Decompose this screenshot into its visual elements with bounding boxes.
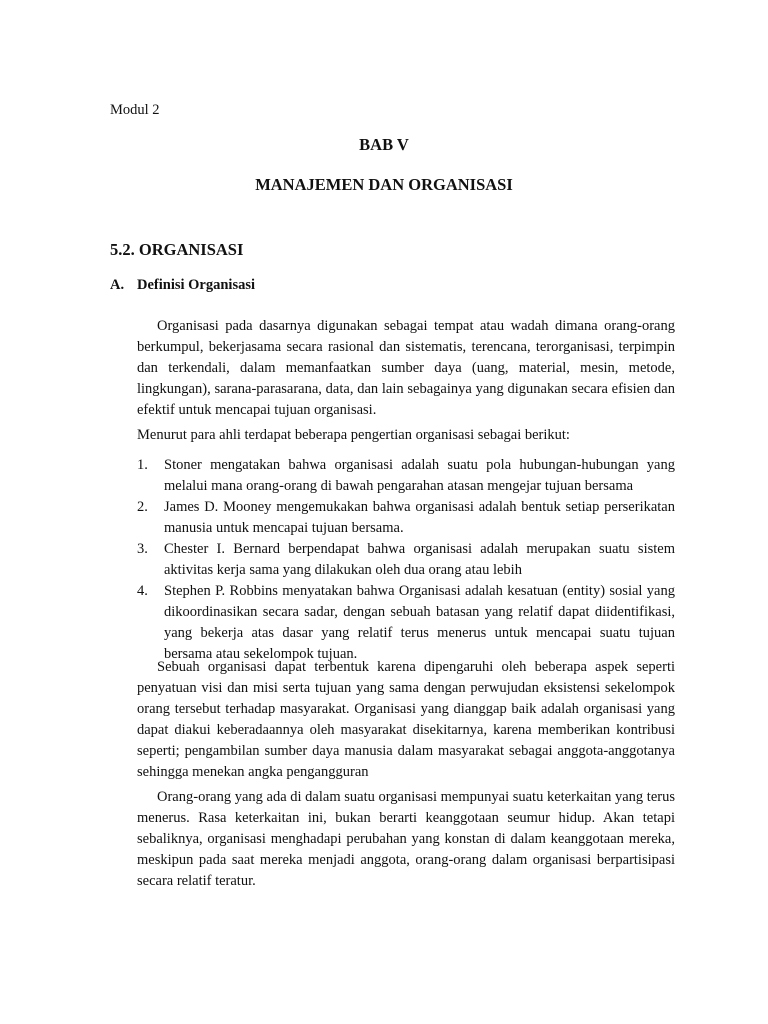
module-label: Modul 2 bbox=[110, 102, 160, 118]
chapter-title: MANAJEMEN DAN ORGANISASI bbox=[255, 175, 513, 194]
subsection-heading bbox=[110, 277, 255, 294]
list-text: James D. Mooney mengemukakan bahwa organisasi adalah bentuk setiap perserikatan manusia untuk mencapai tujuan bersama. bbox=[164, 499, 675, 536]
list-number: 3. bbox=[137, 541, 148, 557]
paragraph-membership: Orang-orang yang ada di dalam suatu organisasi mempunyai suatu keterkaitan yang terus menerus. Rasa keterkaitan ini, bukan berarti keanggotaan seumur hidup. Akan tetapi sebaliknya, organisasi menghadapi perubahan yang konstan di dalam keanggotaan mereka, meskipun pada saat mereka menjadi anggota, orang-orang dalam organisasi berpartisipasi secara relatif teratur. bbox=[137, 789, 675, 889]
list-text: Stephen P. Robbins menyatakan bahwa Organisasi adalah kesatuan (entity) sosial yang dikoordinasikan secara sadar, dengan sebuah batasan yang relatif dapat diidentifikasi, yang bekerja atas dasar yang relatif terus menerus untuk mencapai suatu tujuan bersama atau sekelompok tujuan. bbox=[164, 583, 675, 662]
definitions-list bbox=[137, 455, 675, 665]
list-item bbox=[137, 581, 675, 665]
list-text: Chester I. Bernard berpendapat bahwa organisasi adalah merupakan suatu sistem aktivitas kerja sama yang dilakukan oleh dua orang atau lebih bbox=[164, 541, 675, 578]
list-number: 2. bbox=[137, 499, 148, 515]
list-number: 4. bbox=[137, 583, 148, 599]
list-item bbox=[137, 539, 675, 581]
list-text: Stoner mengatakan bahwa organisasi adalah suatu pola hubungan-hubungan yang melalui mana orang-orang di bawah pengarahan atasan mengejar tujuan bersama bbox=[164, 457, 675, 494]
paragraph-intro: Menurut para ahli terdapat beberapa pengertian organisasi sebagai berikut: bbox=[137, 427, 570, 443]
list-item bbox=[137, 455, 675, 497]
section-heading: 5.2. ORGANISASI bbox=[110, 240, 244, 259]
subsection-letter: A. bbox=[110, 277, 125, 293]
list-item bbox=[137, 497, 675, 539]
list-number: 1. bbox=[137, 457, 148, 473]
paragraph-definition: Organisasi pada dasarnya digunakan sebagai tempat atau wadah dimana orang-orang berkumpul, bekerjasama secara rasional dan sistematis, terencana, terorganisasi, terpimpin dan terkendali, dalam memanfaatkan sumber daya (uang, material, mesin, metode, lingkungan), sarana-parasarana, data, dan lain sebagainya yang digunakan secara efisien dan efektif untuk mencapai tujuan organisasi. bbox=[137, 318, 675, 418]
subsection-title: Definisi Organisasi bbox=[137, 277, 256, 293]
chapter-heading: BAB V bbox=[359, 135, 409, 154]
paragraph-formation: Sebuah organisasi dapat terbentuk karena dipengaruhi oleh beberapa aspek seperti penyatuan visi dan misi serta tujuan yang sama dengan perwujudan eksistensi sekelompok orang tersebut terhadap masyarakat. Organisasi yang dianggap baik adalah organisasi yang dapat diakui keberadaannya oleh masyarakat disekitarnya, karena memberikan kontribusi seperti; pengambilan sumber daya manusia dalam masyarakat sebagai anggota-anggotanya sehingga menekan angka pengangguran bbox=[137, 659, 675, 780]
